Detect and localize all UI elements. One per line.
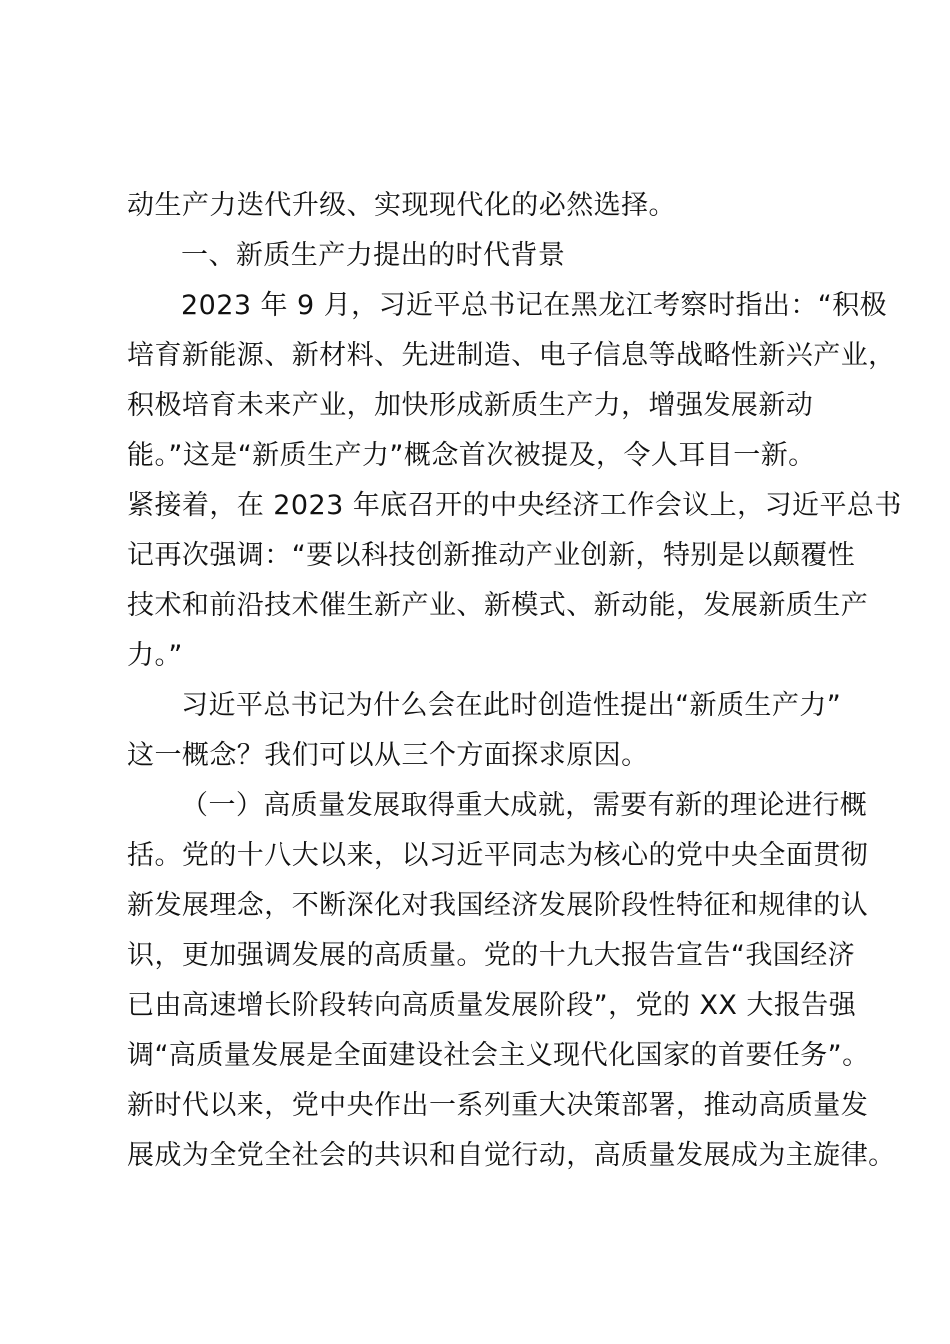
text-line: 紧接着，在 2023 年底召开的中央经济工作会议上，习近平总书 — [127, 490, 902, 521]
text-line: 力。” — [127, 640, 183, 671]
text-line: 新发展理念，不断深化对我国经济发展阶段性特征和规律的认 — [127, 890, 869, 921]
text-line: 一、新质生产力提出的时代背景 — [181, 240, 566, 271]
document-body — [127, 181, 902, 1181]
text-line: 习近平总书记为什么会在此时创造性提出“新质生产力” — [181, 690, 842, 721]
text-line: （一）高质量发展取得重大成就，需要有新的理论进行概 — [181, 790, 868, 821]
text-line: 培育新能源、新材料、先进制造、电子信息等战略性新兴产业， — [127, 340, 896, 371]
text-line: 这一概念？我们可以从三个方面探求原因。 — [127, 740, 649, 771]
text-line: 能。”这是“新质生产力”概念首次被提及，令人耳目一新。 — [127, 440, 816, 471]
text-line: 识，更加强调发展的高质量。党的十九大报告宣告“我国经济 — [127, 940, 856, 971]
text-line: 括。党的十八大以来，以习近平同志为核心的党中央全面贯彻 — [127, 840, 869, 871]
text-line: 动生产力迭代升级、实现现代化的必然选择。 — [127, 190, 676, 221]
text-line: 积极培育未来产业，加快形成新质生产力，增强发展新动 — [127, 390, 814, 421]
text-line: 已由高速增长阶段转向高质量发展阶段”，党的 XX 大报告强 — [127, 990, 857, 1021]
text-line: 展成为全党全社会的共识和自觉行动，高质量发展成为主旋律。 — [127, 1140, 896, 1171]
text-line: 技术和前沿技术催生新产业、新模式、新动能，发展新质生产 — [127, 590, 869, 621]
text-line: 2023 年 9 月，习近平总书记在黑龙江考察时指出：“积极 — [181, 290, 888, 321]
text-line: 记再次强调：“要以科技创新推动产业创新，特别是以颠覆性 — [127, 540, 856, 571]
text-line: 新时代以来，党中央作出一系列重大决策部署，推动高质量发 — [127, 1090, 869, 1121]
text-line: 调“高质量发展是全面建设社会主义现代化国家的首要任务”。 — [127, 1040, 870, 1071]
